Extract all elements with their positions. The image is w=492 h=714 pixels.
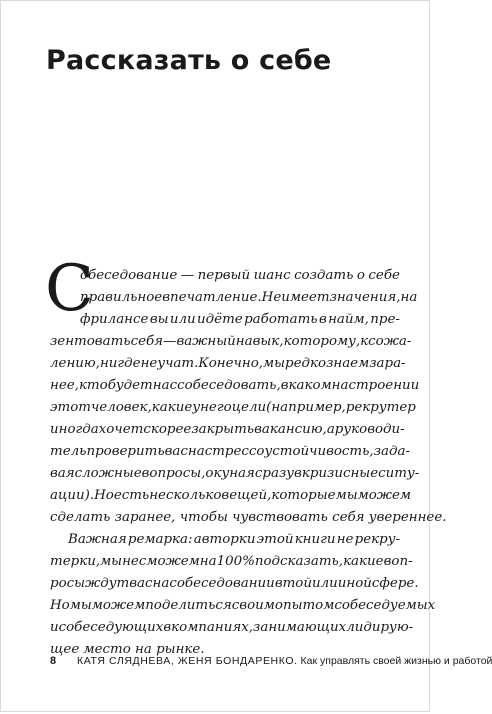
drop-cap-letter: С: [45, 252, 94, 326]
text-line: щее место на рынке.: [50, 642, 205, 657]
text-line: правильное впечатление. Не имеет значения, на: [80, 290, 418, 305]
page-number: 8: [50, 655, 57, 667]
text-line: и собеседующих в компаниях, занимающих лидирую-: [50, 620, 414, 635]
text-line: росы ждут вас на собеседовании в той или иной сфере.: [50, 576, 419, 591]
text-line: тель проверить вас на стрессоустойчивость, зада-: [50, 444, 410, 459]
footer-authors: КАТЯ СЛЯДНЕВА, ЖЕНЯ БОНДАРЕНКО.: [77, 655, 298, 667]
footer-book-title: Как управлять своей жизнью и работой: [300, 655, 492, 667]
text-line: Но мы можем поделиться своим опытом собеседуемых: [50, 598, 436, 613]
text-line: обеседование — первый шанс создать о себе: [80, 268, 400, 283]
body-text: [50, 265, 447, 661]
chapter-title: Рассказать о себе: [46, 45, 332, 76]
text-line: вая сложные вопросы, окуная сразу в кризисные ситу-: [50, 466, 420, 481]
text-line: лению, нигде не учат. Конечно, мы редко знаем зара-: [50, 356, 406, 371]
text-line: нее, кто будет нас собеседовать, в каком настроении: [50, 378, 420, 393]
text-line: этот человек, какие у него цели (например, рекрутер: [50, 400, 416, 415]
text-line: зентовать себя — важный навык, которому, к сожа-: [50, 334, 412, 349]
page-footer: [50, 655, 492, 667]
text-line: терки, мы не сможем на 100% подсказать, какие воп-: [50, 554, 413, 569]
text-line: сделать заранее, чтобы чувствовать себя увереннее.: [50, 510, 447, 525]
text-line: иногда хочет скорее закрыть вакансию, а руководи-: [50, 422, 405, 437]
text-line: ации). Но есть несколько вещей, которые мы можем: [50, 488, 412, 503]
text-line: Важная ремарка: авторки этой книги не рекру-: [68, 532, 400, 547]
text-line: фрилансе вы или идёте работать в найм, пре-: [80, 312, 400, 327]
